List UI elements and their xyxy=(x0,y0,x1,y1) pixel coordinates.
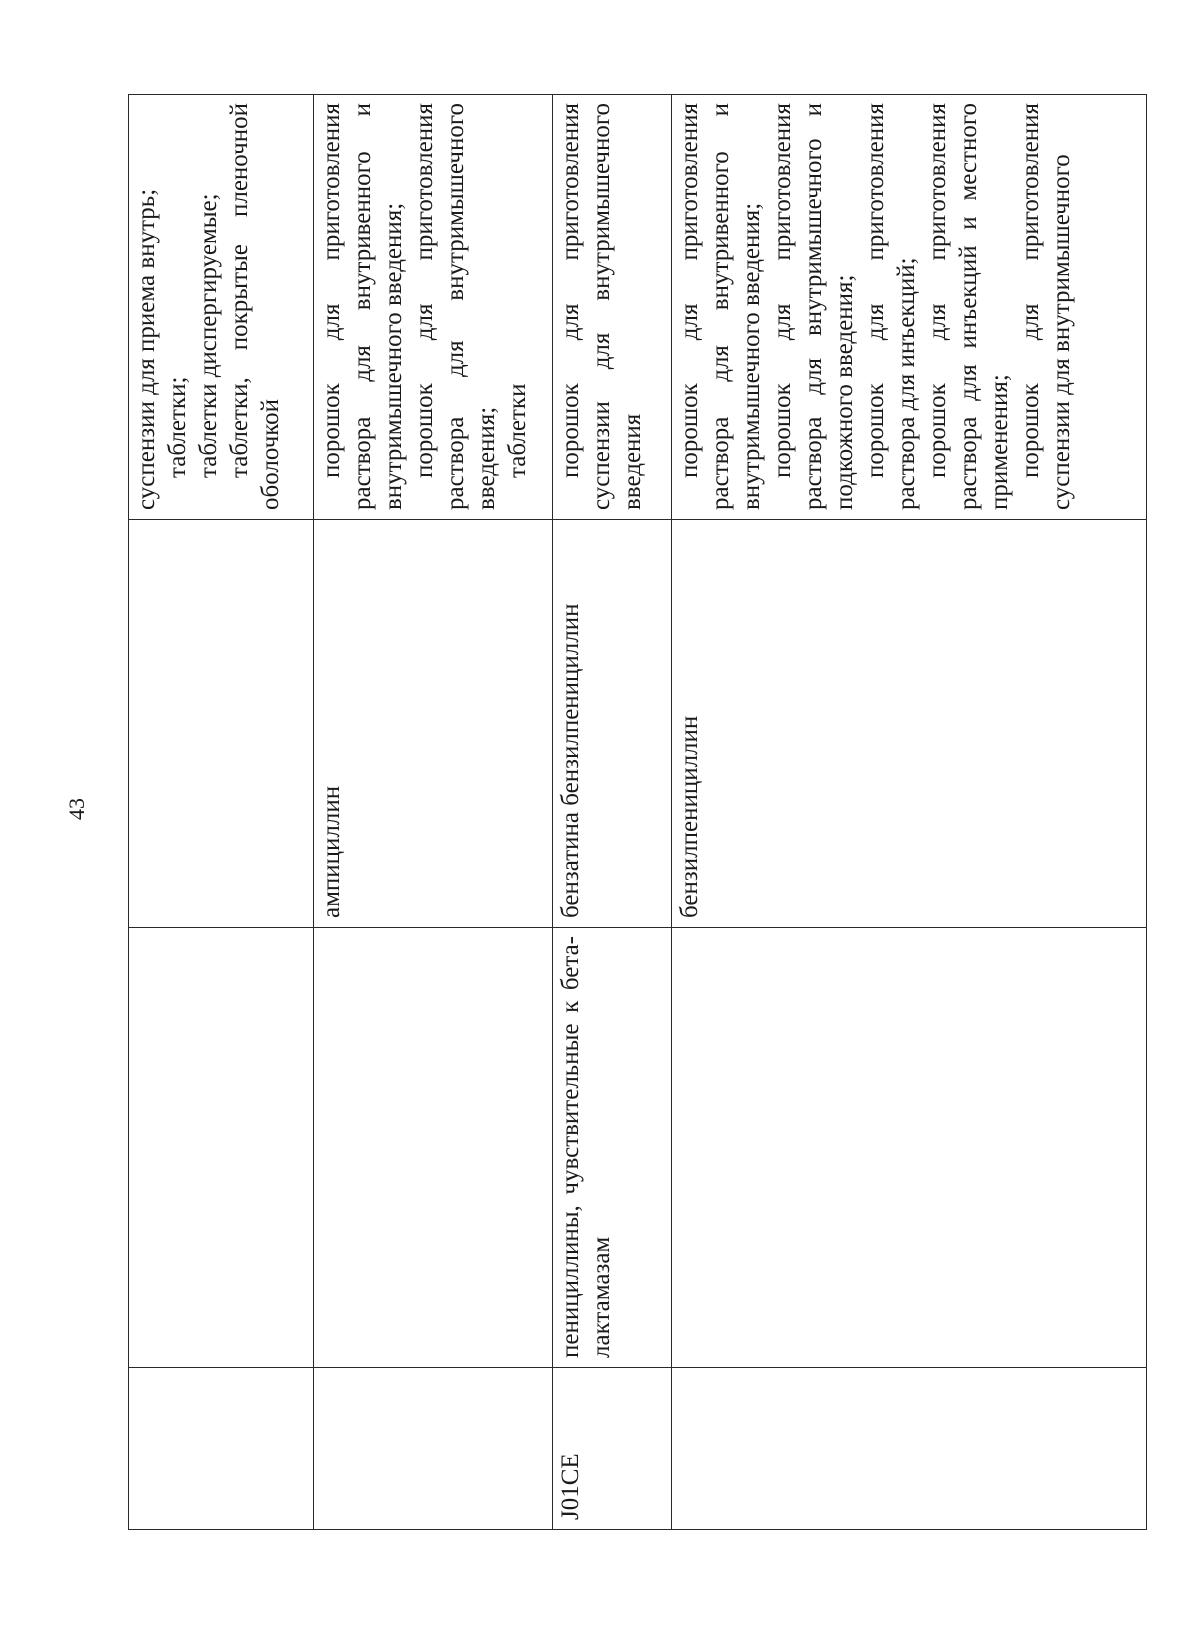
table-row xyxy=(314,95,553,1530)
drug-name-cell: бензатина бензилпенициллин xyxy=(553,520,672,928)
atc-code-cell xyxy=(672,1368,1147,1530)
dosage-form-line: порошок для приготовления раствора для внутривенного и внутримышечного введения; xyxy=(676,103,765,510)
dosage-form-cell xyxy=(672,95,1147,520)
group-cell xyxy=(672,928,1147,1368)
dosage-form-line: таблетки диспергируемые; xyxy=(195,193,222,478)
dosage-form-cell xyxy=(314,95,553,520)
atc-code-cell xyxy=(314,1368,553,1530)
table-row xyxy=(553,95,672,1530)
dosage-form-line: порошок для приготовления суспензии для внутримышечного введения xyxy=(557,103,646,510)
page-number: 43 xyxy=(64,798,89,820)
dosage-form-line: порошок для приготовления раствора для внутримышечного и подкожного введения; xyxy=(769,103,858,510)
atc-code-cell: J01CE xyxy=(553,1368,672,1530)
drug-name-cell xyxy=(129,520,314,928)
dosage-form-cell xyxy=(129,95,314,520)
group-label: пенициллины, чувствительные к бета-лактамазам xyxy=(557,936,615,1358)
atc-code-cell xyxy=(129,1368,314,1530)
dosage-form-line: порошок для приготовления суспензии для внутримышечного xyxy=(1017,103,1075,510)
dosage-form-line: порошок для приготовления раствора для инъекций; xyxy=(862,103,920,510)
table-row xyxy=(129,95,314,1530)
drug-name-cell: ампициллин xyxy=(314,520,553,928)
dosage-form-line: порошок для приготовления раствора для внутримышечного введения; xyxy=(411,103,500,510)
dosage-form-line: таблетки xyxy=(504,383,531,478)
group-cell xyxy=(553,928,672,1368)
drug-table-container xyxy=(128,95,1118,1530)
group-cell xyxy=(129,928,314,1368)
table-row xyxy=(672,95,1147,1530)
dosage-form-cell xyxy=(553,95,672,520)
dosage-form-line: таблетки; xyxy=(164,376,191,478)
dosage-form-line: порошок для приготовления раствора для инъекций и местного применения; xyxy=(924,103,1013,510)
group-cell xyxy=(314,928,553,1368)
drug-table xyxy=(128,94,1147,1530)
drug-name-cell: бензилпенициллин xyxy=(672,520,1147,928)
dosage-form-line: суспензии для приема внутрь; xyxy=(133,188,160,510)
dosage-form-line: таблетки, покрытые пленочной оболочкой xyxy=(226,103,284,510)
dosage-form-line: порошок для приготовления раствора для внутривенного и внутримышечного введения; xyxy=(318,103,407,510)
